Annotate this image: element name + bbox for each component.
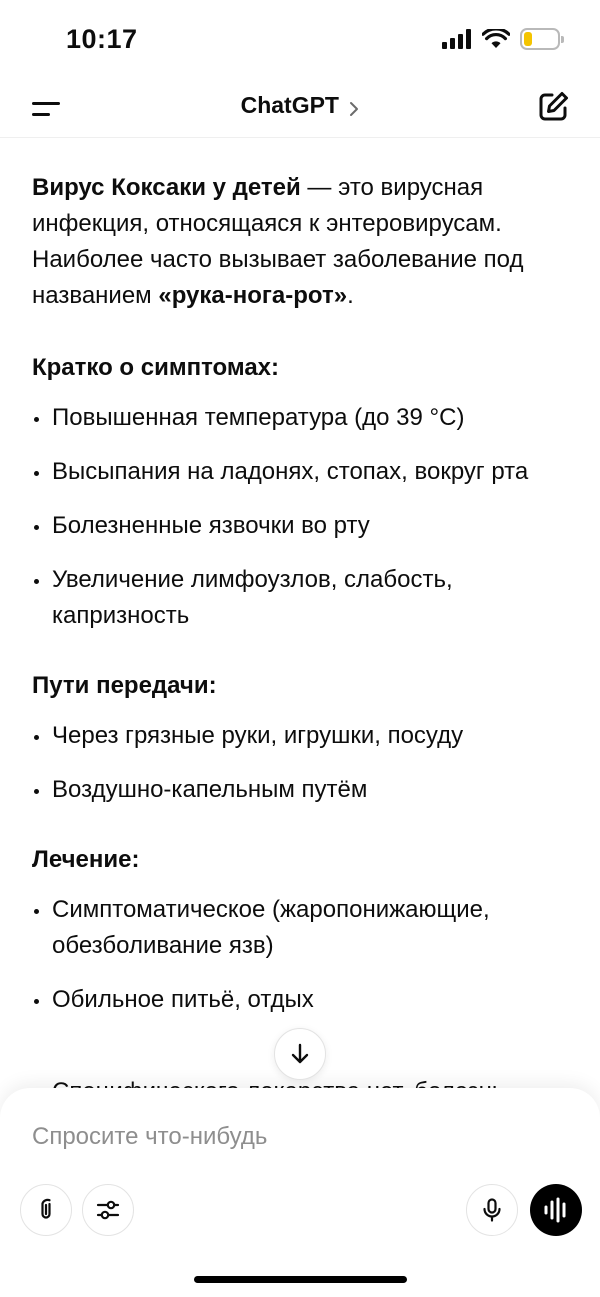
message-input[interactable] — [32, 1120, 552, 1154]
scroll-down-button[interactable] — [274, 1028, 326, 1080]
new-chat-icon[interactable] — [536, 90, 570, 124]
list-item: Высыпания на ладонях, стопах, вокруг рта — [32, 454, 572, 490]
list-item: Увеличение лимфоузлов, слабость, капризность — [32, 562, 572, 634]
list-item: Болезненные язвочки во рту — [32, 508, 572, 544]
microphone-button[interactable] — [466, 1184, 518, 1236]
section-title-symptoms: Кратко о симптомах: — [32, 354, 280, 381]
status-icons — [442, 28, 560, 50]
voice-mode-button[interactable] — [530, 1184, 582, 1236]
status-time: 10:17 — [66, 24, 138, 54]
model-selector[interactable] — [0, 92, 600, 119]
cellular-signal-icon — [442, 29, 472, 49]
paperclip-icon — [33, 1197, 59, 1223]
list-item: Повышенная температура (до 39 °С) — [32, 400, 572, 436]
home-indicator — [194, 1276, 407, 1283]
list-item: Обильное питьё, отдых — [32, 982, 572, 1018]
status-bar — [0, 0, 600, 80]
intro-text-2: . — [347, 282, 354, 309]
intro-bold-name: «рука-нога-рот» — [158, 282, 348, 309]
sliders-icon — [95, 1197, 121, 1223]
chevron-right-icon — [349, 101, 359, 117]
arrow-down-icon — [288, 1042, 312, 1066]
list-item: Симптоматическое (жаропонижающие, обезболивание язв) — [32, 892, 572, 964]
chat-header — [0, 80, 600, 138]
microphone-icon — [479, 1197, 505, 1223]
list-item: Через грязные руки, игрушки, посуду — [32, 718, 572, 754]
attach-button[interactable] — [20, 1184, 72, 1236]
battery-level — [524, 32, 532, 46]
battery-icon — [520, 28, 560, 50]
page-title: ChatGPT — [240, 92, 339, 118]
assistant-message — [32, 170, 572, 1018]
tools-button[interactable] — [82, 1184, 134, 1236]
intro-text-1: — это вирусная инфекция, относящаяся к энтеровирусам. Наиболее часто вызывает заболевание под названием — [32, 174, 524, 309]
section-title-transmission: Пути передачи: — [32, 672, 217, 699]
intro-paragraph — [32, 170, 572, 314]
composer — [0, 1088, 600, 1297]
voice-mode-icon — [542, 1197, 570, 1223]
list-item: Воздушно-капельным путём — [32, 772, 572, 808]
section-title-treatment: Лечение: — [32, 846, 140, 873]
intro-bold-lead: Вирус Коксаки у детей — [32, 174, 301, 201]
wifi-icon — [482, 29, 510, 49]
